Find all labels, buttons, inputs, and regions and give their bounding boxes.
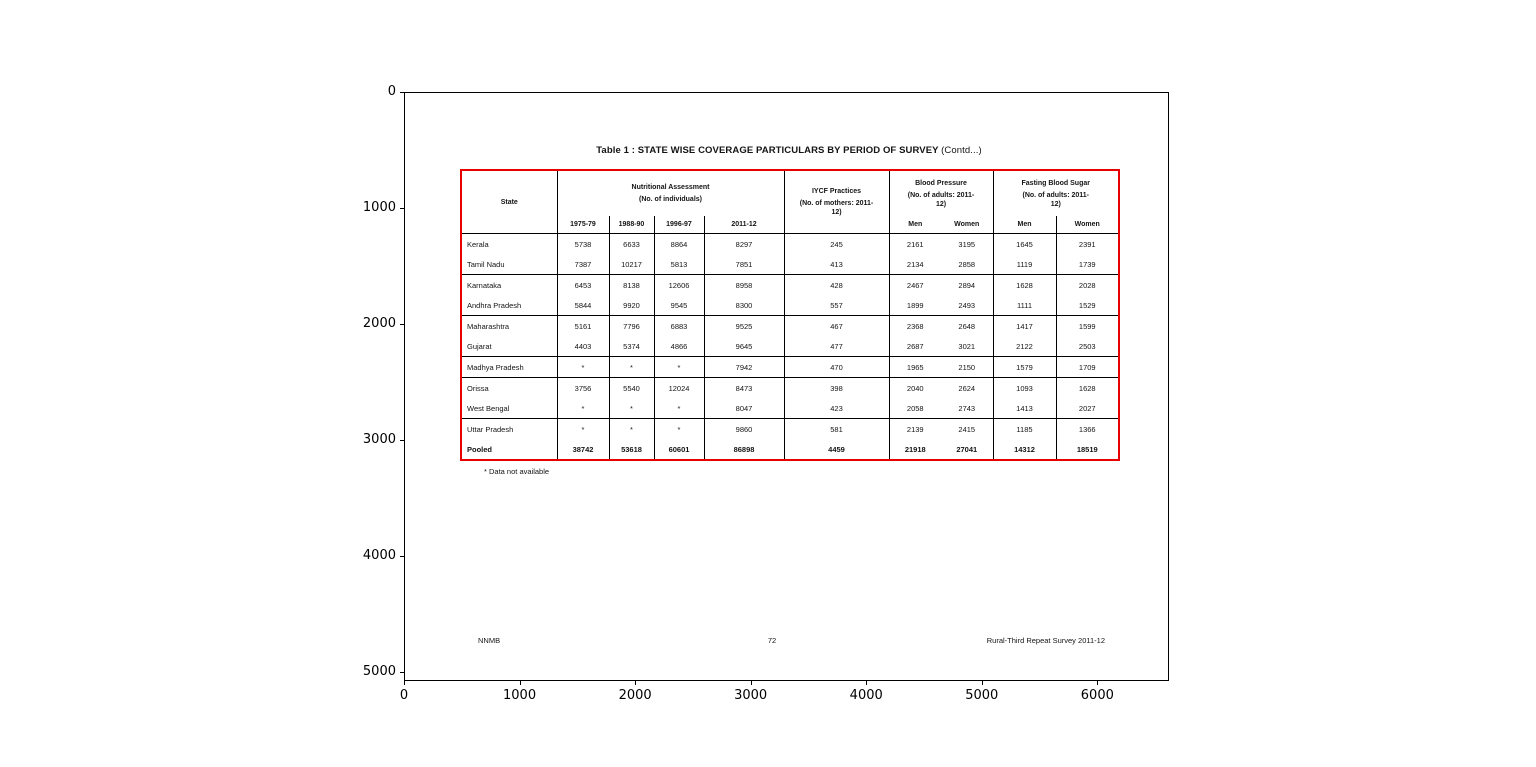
value-cell: 8958 bbox=[704, 275, 784, 296]
value-cell: 3195 bbox=[941, 234, 993, 255]
value-cell: 5374 bbox=[609, 336, 654, 357]
value-cell: 1529 bbox=[1056, 295, 1119, 316]
footer-org: NNMB bbox=[478, 636, 501, 645]
state-cell: West Bengal bbox=[461, 398, 557, 419]
value-cell: 477 bbox=[784, 336, 889, 357]
y-axis-tick-mark bbox=[400, 92, 404, 93]
table-title bbox=[460, 145, 1118, 156]
table-row bbox=[461, 275, 1119, 296]
table-row bbox=[461, 316, 1119, 337]
coverage-table bbox=[460, 169, 1120, 461]
value-cell: 18519 bbox=[1056, 439, 1119, 460]
state-cell: Andhra Pradesh bbox=[461, 295, 557, 316]
value-cell: 1417 bbox=[993, 316, 1056, 337]
value-cell: 5813 bbox=[654, 254, 704, 275]
value-cell: 2027 bbox=[1056, 398, 1119, 419]
y-axis-tick-label: 2000 bbox=[362, 316, 396, 331]
y-axis-tick-mark bbox=[400, 208, 404, 209]
state-cell: Kerala bbox=[461, 234, 557, 255]
header-year-1988-90: 1988-90 bbox=[609, 216, 654, 234]
value-cell: 6633 bbox=[609, 234, 654, 255]
page-footer bbox=[460, 636, 1118, 648]
value-cell: 86898 bbox=[704, 439, 784, 460]
value-cell: 428 bbox=[784, 275, 889, 296]
header-nutritional-sublabel: (No. of individuals) bbox=[639, 196, 702, 203]
y-axis-tick-mark bbox=[400, 440, 404, 441]
value-cell: 2687 bbox=[889, 336, 941, 357]
y-axis-tick-label: 0 bbox=[387, 84, 396, 99]
y-axis-tick-label: 4000 bbox=[362, 548, 396, 563]
state-cell: Madhya Pradesh bbox=[461, 357, 557, 378]
value-cell: 2624 bbox=[941, 378, 993, 399]
table-title-suffix: (Contd...) bbox=[941, 145, 982, 156]
y-axis-tick-mark bbox=[400, 324, 404, 325]
value-cell: 7942 bbox=[704, 357, 784, 378]
state-cell: Orissa bbox=[461, 378, 557, 399]
value-cell: 12606 bbox=[654, 275, 704, 296]
value-cell: 60601 bbox=[654, 439, 704, 460]
value-cell: * bbox=[557, 419, 609, 440]
header-year-1996-97: 1996-97 bbox=[654, 216, 704, 234]
value-cell: 1185 bbox=[993, 419, 1056, 440]
value-cell: 1111 bbox=[993, 295, 1056, 316]
value-cell: 1899 bbox=[889, 295, 941, 316]
value-cell: 7851 bbox=[704, 254, 784, 275]
value-cell: 1119 bbox=[993, 254, 1056, 275]
value-cell: 53618 bbox=[609, 439, 654, 460]
value-cell: 2894 bbox=[941, 275, 993, 296]
value-cell: 14312 bbox=[993, 439, 1056, 460]
table-row bbox=[461, 419, 1119, 440]
value-cell: 2743 bbox=[958, 403, 976, 413]
value-cell: 8473 bbox=[704, 378, 784, 399]
x-axis-tick-label: 2000 bbox=[618, 688, 652, 703]
y-axis-tick-label: 3000 bbox=[362, 432, 396, 447]
value-cell: * bbox=[557, 398, 609, 419]
value-cell: 2134 bbox=[889, 254, 941, 275]
x-axis-tick-mark bbox=[404, 681, 405, 685]
value-cell: 2493 bbox=[958, 300, 976, 310]
value-cell: 5161 bbox=[557, 316, 609, 337]
value-cell: 8047 bbox=[704, 398, 784, 419]
x-axis-tick-mark bbox=[635, 681, 636, 685]
value-cell: * bbox=[609, 419, 654, 440]
table-title-main: Table 1 : STATE WISE COVERAGE PARTICULARS BY PERIOD OF SURVEY bbox=[596, 145, 939, 156]
header-bp-label: Blood Pressure bbox=[915, 179, 967, 187]
value-cell: 1965 bbox=[889, 357, 941, 378]
value-cell: 2139 bbox=[889, 419, 941, 440]
value-cell: 557 bbox=[784, 295, 889, 316]
value-cell: 2368 bbox=[889, 316, 941, 337]
header-year-1975-79: 1975-79 bbox=[557, 216, 609, 234]
state-cell: Karnataka bbox=[461, 275, 557, 296]
value-cell: 9525 bbox=[704, 316, 784, 337]
y-axis-tick-mark bbox=[400, 556, 404, 557]
value-cell: 1628 bbox=[1056, 378, 1119, 399]
state-cell: Pooled bbox=[461, 439, 557, 460]
header-bp-men: Men bbox=[889, 216, 941, 234]
table-row bbox=[461, 336, 1119, 357]
x-axis-tick-mark bbox=[866, 681, 867, 685]
value-cell: * bbox=[654, 398, 704, 419]
header-nutritional-assessment bbox=[557, 170, 784, 216]
value-cell: 4866 bbox=[654, 336, 704, 357]
value-cell: * bbox=[609, 398, 654, 419]
value-cell: 2503 bbox=[1056, 336, 1119, 357]
value-cell: 470 bbox=[784, 357, 889, 378]
value-cell: 8297 bbox=[704, 234, 784, 255]
value-cell: 245 bbox=[784, 234, 889, 255]
header-fasting-blood-sugar bbox=[993, 170, 1119, 216]
value-cell: 413 bbox=[784, 254, 889, 275]
table-body bbox=[461, 234, 1119, 461]
value-cell: * bbox=[609, 357, 654, 378]
value-cell: 5844 bbox=[557, 295, 609, 316]
value-cell: 4403 bbox=[557, 336, 609, 357]
table-row bbox=[461, 254, 1119, 275]
x-axis-tick-mark bbox=[1097, 681, 1098, 685]
header-bp-women: Women bbox=[941, 216, 993, 234]
value-cell: 27041 bbox=[956, 444, 978, 454]
value-cell: 5738 bbox=[557, 234, 609, 255]
table-row bbox=[461, 295, 1119, 316]
value-cell: 9545 bbox=[654, 295, 704, 316]
value-cell: * bbox=[654, 419, 704, 440]
value-cell: 12024 bbox=[654, 378, 704, 399]
x-axis-tick-mark bbox=[982, 681, 983, 685]
state-cell: Uttar Pradesh bbox=[461, 419, 557, 440]
value-cell: 3756 bbox=[557, 378, 609, 399]
header-iycf bbox=[784, 170, 889, 234]
y-axis-tick-label: 1000 bbox=[362, 200, 396, 215]
value-cell: 2161 bbox=[889, 234, 941, 255]
header-year-2011-12: 2011-12 bbox=[704, 216, 784, 234]
x-axis-tick-label: 1000 bbox=[503, 688, 537, 703]
value-cell: 21918 bbox=[889, 439, 941, 460]
value-cell: 9920 bbox=[609, 295, 654, 316]
value-cell: 2058 bbox=[889, 398, 941, 419]
value-cell: 1413 bbox=[993, 398, 1056, 419]
value-cell: 7387 bbox=[557, 254, 609, 275]
value-cell: 2040 bbox=[889, 378, 941, 399]
value-cell: 2858 bbox=[958, 259, 976, 269]
header-fbs-sublabel: (No. of adults: 2011-12) bbox=[1022, 191, 1089, 208]
value-cell: 6883 bbox=[654, 316, 704, 337]
header-blood-pressure bbox=[889, 170, 993, 216]
value-cell: 1366 bbox=[1056, 419, 1119, 440]
value-cell: 1628 bbox=[993, 275, 1056, 296]
header-iycf-sublabel: (No. of mothers: 2011-12) bbox=[799, 200, 874, 216]
header-fbs-women: Women bbox=[1056, 216, 1119, 234]
value-cell: 6453 bbox=[557, 275, 609, 296]
value-cell: 8300 bbox=[704, 295, 784, 316]
table-row bbox=[461, 357, 1119, 378]
value-cell: 1093 bbox=[993, 378, 1056, 399]
x-axis-tick-label: 6000 bbox=[1080, 688, 1114, 703]
value-cell: 9645 bbox=[704, 336, 784, 357]
table-row bbox=[461, 398, 1119, 419]
value-cell: 1599 bbox=[1056, 316, 1119, 337]
value-cell: 2122 bbox=[993, 336, 1056, 357]
value-cell: 581 bbox=[784, 419, 889, 440]
value-cell: 10217 bbox=[609, 254, 654, 275]
x-axis-tick-label: 3000 bbox=[734, 688, 768, 703]
value-cell: 7796 bbox=[609, 316, 654, 337]
header-fbs-men: Men bbox=[993, 216, 1056, 234]
value-cell: 1739 bbox=[1056, 254, 1119, 275]
value-cell: 2150 bbox=[941, 357, 993, 378]
header-nutritional-label: Nutritional Assessment bbox=[631, 184, 710, 191]
value-cell: 2648 bbox=[941, 316, 993, 337]
x-axis-tick-label: 5000 bbox=[965, 688, 999, 703]
value-cell: 2415 bbox=[941, 419, 993, 440]
x-axis-tick-mark bbox=[520, 681, 521, 685]
x-axis-tick-label: 0 bbox=[399, 688, 409, 703]
value-cell: 38742 bbox=[557, 439, 609, 460]
value-cell: 2028 bbox=[1056, 275, 1119, 296]
table-row bbox=[461, 378, 1119, 399]
state-cell: Tamil Nadu bbox=[461, 254, 557, 275]
header-iycf-label: IYCF Practices bbox=[811, 188, 862, 195]
footnote: * Data not available bbox=[484, 467, 550, 476]
footer-survey-label: Rural-Third Repeat Survey 2011-12 bbox=[986, 636, 1105, 645]
x-axis-tick-mark bbox=[751, 681, 752, 685]
value-cell: 4459 bbox=[784, 439, 889, 460]
table-row bbox=[461, 439, 1119, 460]
value-cell: * bbox=[654, 357, 704, 378]
value-cell: 423 bbox=[784, 398, 889, 419]
table-row bbox=[461, 234, 1119, 255]
value-cell: 1645 bbox=[993, 234, 1056, 255]
value-cell: 2391 bbox=[1056, 234, 1119, 255]
state-cell: Maharashtra bbox=[461, 316, 557, 337]
value-cell: 2467 bbox=[889, 275, 941, 296]
value-cell: 467 bbox=[784, 316, 889, 337]
value-cell: * bbox=[557, 357, 609, 378]
footer-page-number: 72 bbox=[767, 636, 777, 645]
value-cell: 8864 bbox=[654, 234, 704, 255]
header-bp-sublabel: (No. of adults: 2011-12) bbox=[907, 191, 975, 208]
value-cell: 398 bbox=[784, 378, 889, 399]
value-cell: 9860 bbox=[704, 419, 784, 440]
y-axis-tick-label: 5000 bbox=[362, 664, 396, 679]
y-axis-tick-mark bbox=[400, 672, 404, 673]
header-state: State bbox=[461, 170, 557, 234]
value-cell: 1579 bbox=[993, 357, 1056, 378]
value-cell: 8138 bbox=[609, 275, 654, 296]
x-axis-tick-label: 4000 bbox=[849, 688, 883, 703]
state-cell: Gujarat bbox=[461, 336, 557, 357]
value-cell: 1709 bbox=[1056, 357, 1119, 378]
value-cell: 5540 bbox=[609, 378, 654, 399]
value-cell: 3021 bbox=[958, 341, 976, 351]
header-fbs-label: Fasting Blood Sugar bbox=[1021, 179, 1090, 187]
